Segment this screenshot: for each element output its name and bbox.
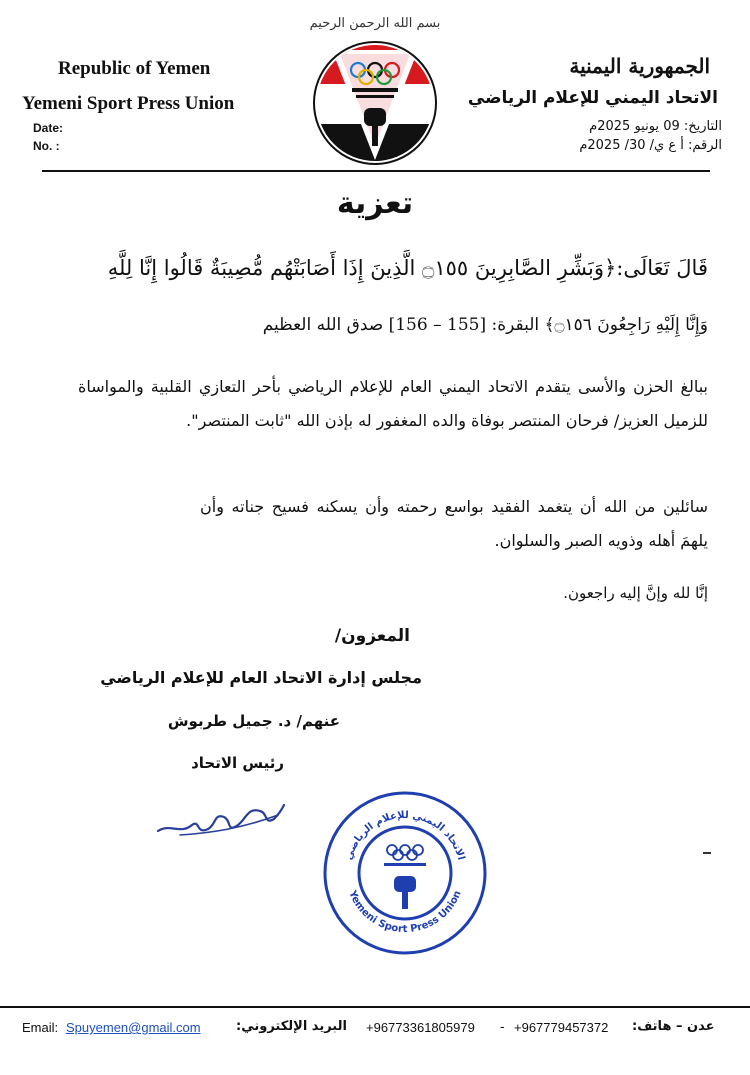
number-label: No. : — [33, 139, 60, 153]
footer-phone-2[interactable]: +96773361805979 — [366, 1020, 475, 1035]
arabic-reference-number: الرقم: أ ع ي/ 30/ 2025م — [579, 138, 722, 153]
signatory-name: عنهم/ د. جميل طربوش — [167, 712, 340, 730]
date-label: Date: — [33, 121, 64, 135]
prayer-paragraph: سائلين من الله أن يتغمد الفقيد بواسع رحمته وأن يسكنه فسيح جناته وأن يلهمَ أهله وذويه الصبر والسلوان. — [200, 497, 708, 550]
seal-arabic-text: الاتحاد اليمني للإعلام الرياضي — [343, 809, 467, 862]
header-logo — [312, 40, 438, 166]
official-seal — [322, 790, 488, 956]
footer-email-link[interactable]: Spuyemen@gmail.com — [66, 1020, 201, 1035]
arabic-country-name: الجمهورية اليمنية — [569, 54, 710, 78]
basmala: بسم الله الرحمن الرحيم — [309, 16, 441, 31]
closing-verse: إنَّا لله وإنَّ إليه راجعون. — [563, 584, 708, 602]
quran-verse-line-1: قَالَ تَعَالَى:﴿وَبَشِّرِ الصَّابِرِينَ ۝١٥٥ الَّذِينَ إِذَا أَصَابَتْهُم مُّصِيبَةٌ قَالُوا إِنَّا لِلَّهِ — [107, 256, 708, 280]
board-name: مجلس إدارة الاتحاد العام للإعلام الرياضي — [100, 668, 422, 687]
footer-separator: - — [500, 1020, 505, 1035]
quran-verse-line-2: وَإِنَّا إِلَيْهِ رَاجِعُونَ ۝١٥٦﴾ البقرة: [155 – 156] صدق الله العظيم — [262, 315, 708, 335]
footer-divider — [0, 1006, 750, 1008]
footer-email-label-arabic: البريد الإلكتروني: — [236, 1019, 347, 1034]
arabic-date: التاريخ: 09 يونيو 2025م — [589, 119, 722, 134]
signatory-position: رئيس الاتحاد — [191, 754, 284, 772]
margin-mark — [703, 852, 711, 854]
arabic-org-name: الاتحاد اليمني للإعلام الرياضي — [467, 88, 718, 108]
letter-title: تعزية — [336, 186, 414, 221]
footer-contact — [0, 1016, 750, 1042]
header-divider — [42, 170, 710, 172]
english-org-name: Yemeni Sport Press Union — [22, 93, 235, 114]
seal-english-text: Yemeni Sport Press Union — [346, 889, 464, 936]
footer-email-label: Email: — [22, 1020, 59, 1035]
english-country-name: Republic of Yemen — [58, 58, 211, 79]
mourners-label: المعزون/ — [334, 626, 410, 646]
condolence-paragraph: ببالغ الحزن والأسى يتقدم الاتحاد اليمني العام للإعلام الرياضي بأحر التعازي القلبية والمواساة للزميل العزيز/ فرحان المنتصر بوفاة والده المغفور له بإذن الله "ثابت المنتصر". — [78, 377, 708, 430]
footer-city-phone-label: عدن – هاتف: — [632, 1019, 715, 1034]
handwritten-signature — [150, 795, 290, 845]
footer-phone-1[interactable]: +967779457372 — [514, 1020, 609, 1035]
